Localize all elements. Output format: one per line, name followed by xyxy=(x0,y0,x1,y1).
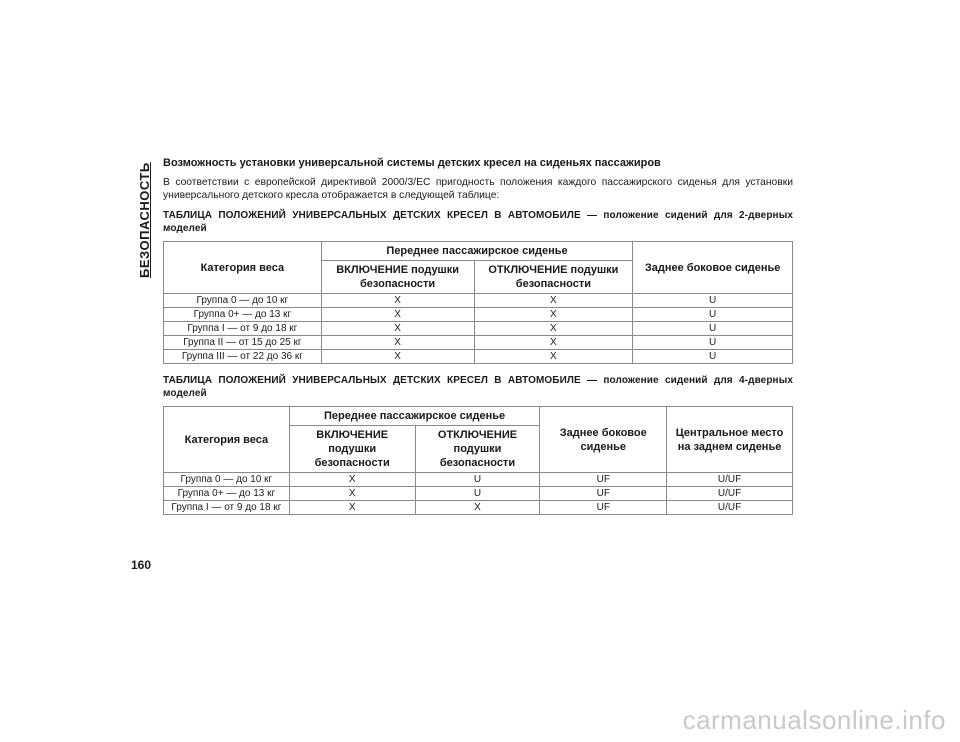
table-cell: X xyxy=(415,501,540,515)
table-row xyxy=(164,501,793,515)
table-cell: Группа III — от 22 до 36 кг xyxy=(164,350,322,364)
section-side-tab: БЕЗОПАСНОСТЬ xyxy=(137,162,152,278)
page-number: 160 xyxy=(131,558,152,572)
table1-header-category: Категория веса xyxy=(164,242,322,294)
table2-caption: ТАБЛИЦА ПОЛОЖЕНИЙ УНИВЕРСАЛЬНЫХ ДЕТСКИХ КРЕСЕЛ В АВТОМОБИЛЕ — положение сидений для 4-дверных моделей xyxy=(163,375,793,399)
table1-header-front: Переднее пассажирское сиденье xyxy=(321,242,633,261)
table-cell: X xyxy=(321,308,474,322)
table1-header-airbag-on: ВКЛЮЧЕНИЕ подушки безопасности xyxy=(321,261,474,294)
table1-caption: ТАБЛИЦА ПОЛОЖЕНИЙ УНИВЕРСАЛЬНЫХ ДЕТСКИХ КРЕСЕЛ В АВТОМОБИЛЕ — положение сидений для 2-дверных моделей xyxy=(163,210,793,234)
table-cell: U xyxy=(633,294,793,308)
intro-paragraph: В соответствии с европейской директивой 2000/3/EC пригодность положения каждого пассажирского сиденья для установки универсального детского кресла отображается в следующей таблице: xyxy=(163,177,793,201)
table-cell: UF xyxy=(540,487,667,501)
table-cell: Группа 0 — до 10 кг xyxy=(164,294,322,308)
table-cell: X xyxy=(289,473,415,487)
table-cell: Группа I — от 9 до 18 кг xyxy=(164,322,322,336)
table-cell: Группа I — от 9 до 18 кг xyxy=(164,501,290,515)
table-cell: X xyxy=(289,487,415,501)
table-cell: U/UF xyxy=(667,487,793,501)
table2-header-rear-center: Центральное место на заднем сиденье xyxy=(667,407,793,473)
table-cell: Группа 0 — до 10 кг xyxy=(164,473,290,487)
table-row xyxy=(164,336,793,350)
table-cell: Группа II — от 15 до 25 кг xyxy=(164,336,322,350)
watermark: carmanualsonline.info xyxy=(682,705,946,735)
table-cell: X xyxy=(321,336,474,350)
table-row xyxy=(164,350,793,364)
table2-header-rear-side: Заднее боковое сиденье xyxy=(540,407,667,473)
table2-header-front: Переднее пассажирское сиденье xyxy=(289,407,540,426)
table1-header-airbag-off: ОТКЛЮЧЕНИЕ подушки безопасности xyxy=(474,261,633,294)
table-cell: Группа 0+ — до 13 кг xyxy=(164,308,322,322)
table-cell: UF xyxy=(540,501,667,515)
table-cell: X xyxy=(321,322,474,336)
table-cell: X xyxy=(321,294,474,308)
table-cell: U xyxy=(633,322,793,336)
table-cell: UF xyxy=(540,473,667,487)
table-cell: X xyxy=(289,501,415,515)
table-cell: X xyxy=(474,294,633,308)
table-cell: X xyxy=(474,322,633,336)
page-content xyxy=(163,157,793,515)
table-row xyxy=(164,473,793,487)
table-2-door xyxy=(163,241,793,364)
table-cell: X xyxy=(474,350,633,364)
table-cell: Группа 0+ — до 13 кг xyxy=(164,487,290,501)
table-row xyxy=(164,487,793,501)
table-cell: U xyxy=(415,487,540,501)
table-cell: X xyxy=(321,350,474,364)
table-cell: U xyxy=(415,473,540,487)
table-cell: X xyxy=(474,308,633,322)
table1-header-rear-side: Заднее боковое сиденье xyxy=(633,242,793,294)
table-cell: X xyxy=(474,336,633,350)
table-cell: U xyxy=(633,308,793,322)
table2-header-airbag-on: ВКЛЮЧЕНИЕ подушки безопасности xyxy=(289,426,415,473)
table-cell: U/UF xyxy=(667,473,793,487)
table-4-door xyxy=(163,406,793,515)
table-row xyxy=(164,294,793,308)
table-cell: U xyxy=(633,350,793,364)
table-cell: U xyxy=(633,336,793,350)
table-row xyxy=(164,308,793,322)
section-title: Возможность установки универсальной системы детских кресел на сиденьях пассажиров xyxy=(163,157,661,169)
table2-header-airbag-off: ОТКЛЮЧЕНИЕ подушки безопасности xyxy=(415,426,540,473)
table-cell: U/UF xyxy=(667,501,793,515)
table-row xyxy=(164,322,793,336)
table2-header-category: Категория веса xyxy=(164,407,290,473)
